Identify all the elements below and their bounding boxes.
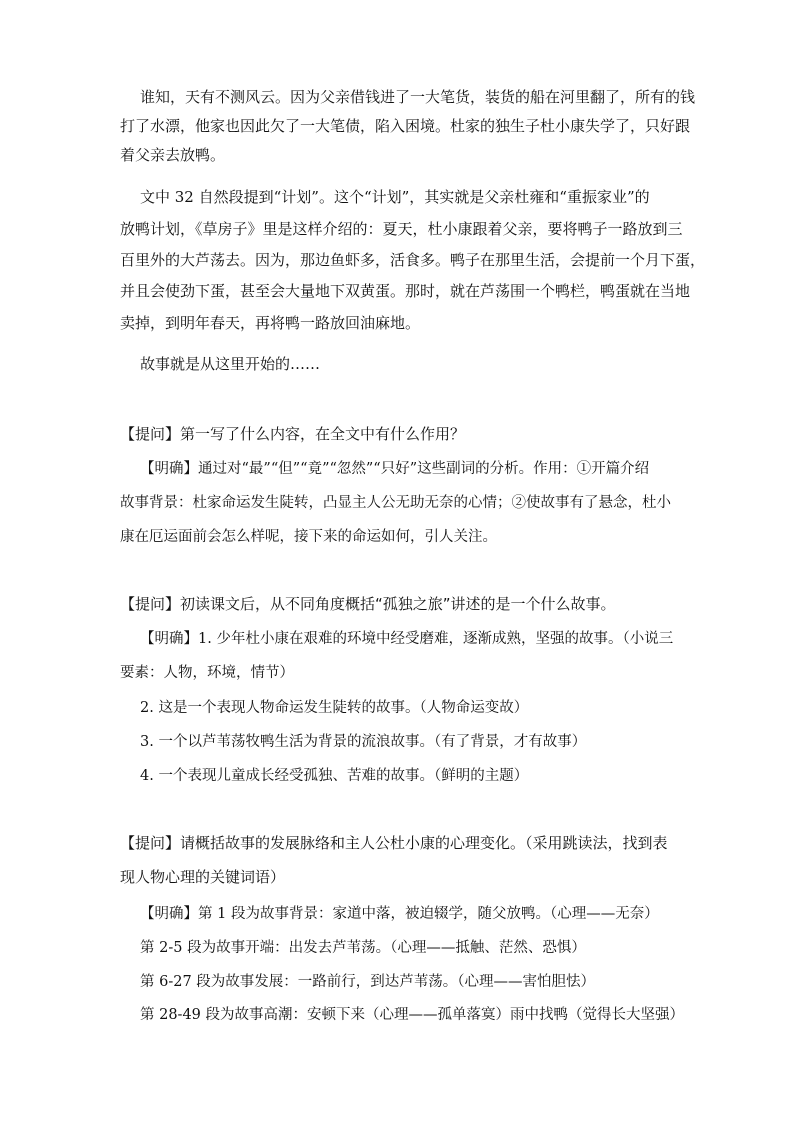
intro-p2-line-1: 文中 32 自然段提到“计划”。这个“计划”，其实就是父亲杜雍和“重振家业”的 bbox=[140, 188, 650, 206]
intro-p1-line-1: 谁知，天有不测风云。因为父亲借钱进了一大笔货，装货的船在河里翻了，所有的钱 bbox=[140, 88, 696, 106]
qa3-answer-line-4: 第 28-49 段为故事高潮：安顿下来（心理——孤单落寞）雨中找鸭（觉得长大坚强） bbox=[140, 1007, 685, 1023]
qa1-answer-line-1: 【明确】通过对“最”“但”“竟”“忽然”“只好”这些副词的分析。作用：①开篇介绍 bbox=[140, 461, 650, 477]
qa3-answer-line-1: 【明确】第 1 段为故事背景：家道中落，被迫辍学，随父放鸭。（心理——无奈） bbox=[140, 906, 659, 922]
qa3-question-line-2: 现人物心理的关键词语） bbox=[120, 868, 286, 886]
qa3-answer-line-2: 第 2-5 段为故事开端：出发去芦苇荡。（心理——抵触、茫然、恐惧） bbox=[140, 940, 586, 956]
qa2-question: 【提问】初读课文后，从不同角度概括“孤独之旅”讲述的是一个什么故事。 bbox=[120, 595, 616, 613]
intro-p3: 故事就是从这里开始的…… bbox=[140, 355, 321, 373]
qa2-answer-line-4: 3. 一个以芦苇荡牧鸭生活为背景的流浪故事。（有了背景，才有故事） bbox=[140, 734, 587, 750]
intro-p2-line-4: 并且会使劲下蛋，甚至会大量地下双黄蛋。那时，就在芦荡围一个鸭栏，鸭蛋就在当地 bbox=[120, 282, 691, 300]
intro-p2-line-2: 放鸭计划，《草房子》里是这样介绍的：夏天，杜小康跟着父亲，要将鸭子一路放到三 bbox=[120, 220, 683, 238]
qa1-answer-line-3: 康在厄运面前会怎么样呢，接下来的命运如何，引人关注。 bbox=[120, 529, 497, 545]
qa3-answer-line-3: 第 6-27 段为故事发展：一路前行，到达芦苇荡。（心理——害怕胆怯） bbox=[140, 974, 596, 990]
qa2-answer-line-3: 2. 这是一个表现人物命运发生陡转的故事。（人物命运变故） bbox=[140, 700, 529, 716]
qa1-question: 【提问】第一写了什么内容，在全文中有什么作用？ bbox=[120, 425, 466, 443]
intro-p2-line-3: 百里外的大芦荡去。因为，那边鱼虾多，活食多。鸭子在那里生活，会提前一个月下蛋， bbox=[120, 251, 706, 269]
qa2-answer-line-2: 要素：人物，环境，情节） bbox=[120, 665, 294, 681]
qa2-answer-line-5: 4. 一个表现儿童成长经受孤独、苦难的故事。（鲜明的主题） bbox=[140, 768, 529, 784]
intro-p1-line-2: 打了水漂，他家也因此欠了一大笔债，陷入困境。杜家的独生子杜小康失学了，只好跟 bbox=[120, 117, 691, 135]
intro-p1-line-3: 着父亲去放鸭。 bbox=[120, 146, 226, 164]
intro-p2-line-5: 卖掉，到明年春天，再将鸭一路放回油麻地。 bbox=[120, 314, 421, 332]
qa1-answer-line-2: 故事背景：杜家命运发生陡转，凸显主人公无助无奈的心情；②使故事有了悬念，杜小 bbox=[120, 495, 671, 511]
qa3-question-line-1: 【提问】请概括故事的发展脉络和主人公杜小康的心理变化。（采用跳读法，找到表 bbox=[120, 834, 668, 852]
qa2-answer-line-1: 【明确】1. 少年杜小康在艰难的环境中经受磨难，逐渐成熟，坚强的故事。（小说三 bbox=[140, 631, 674, 647]
